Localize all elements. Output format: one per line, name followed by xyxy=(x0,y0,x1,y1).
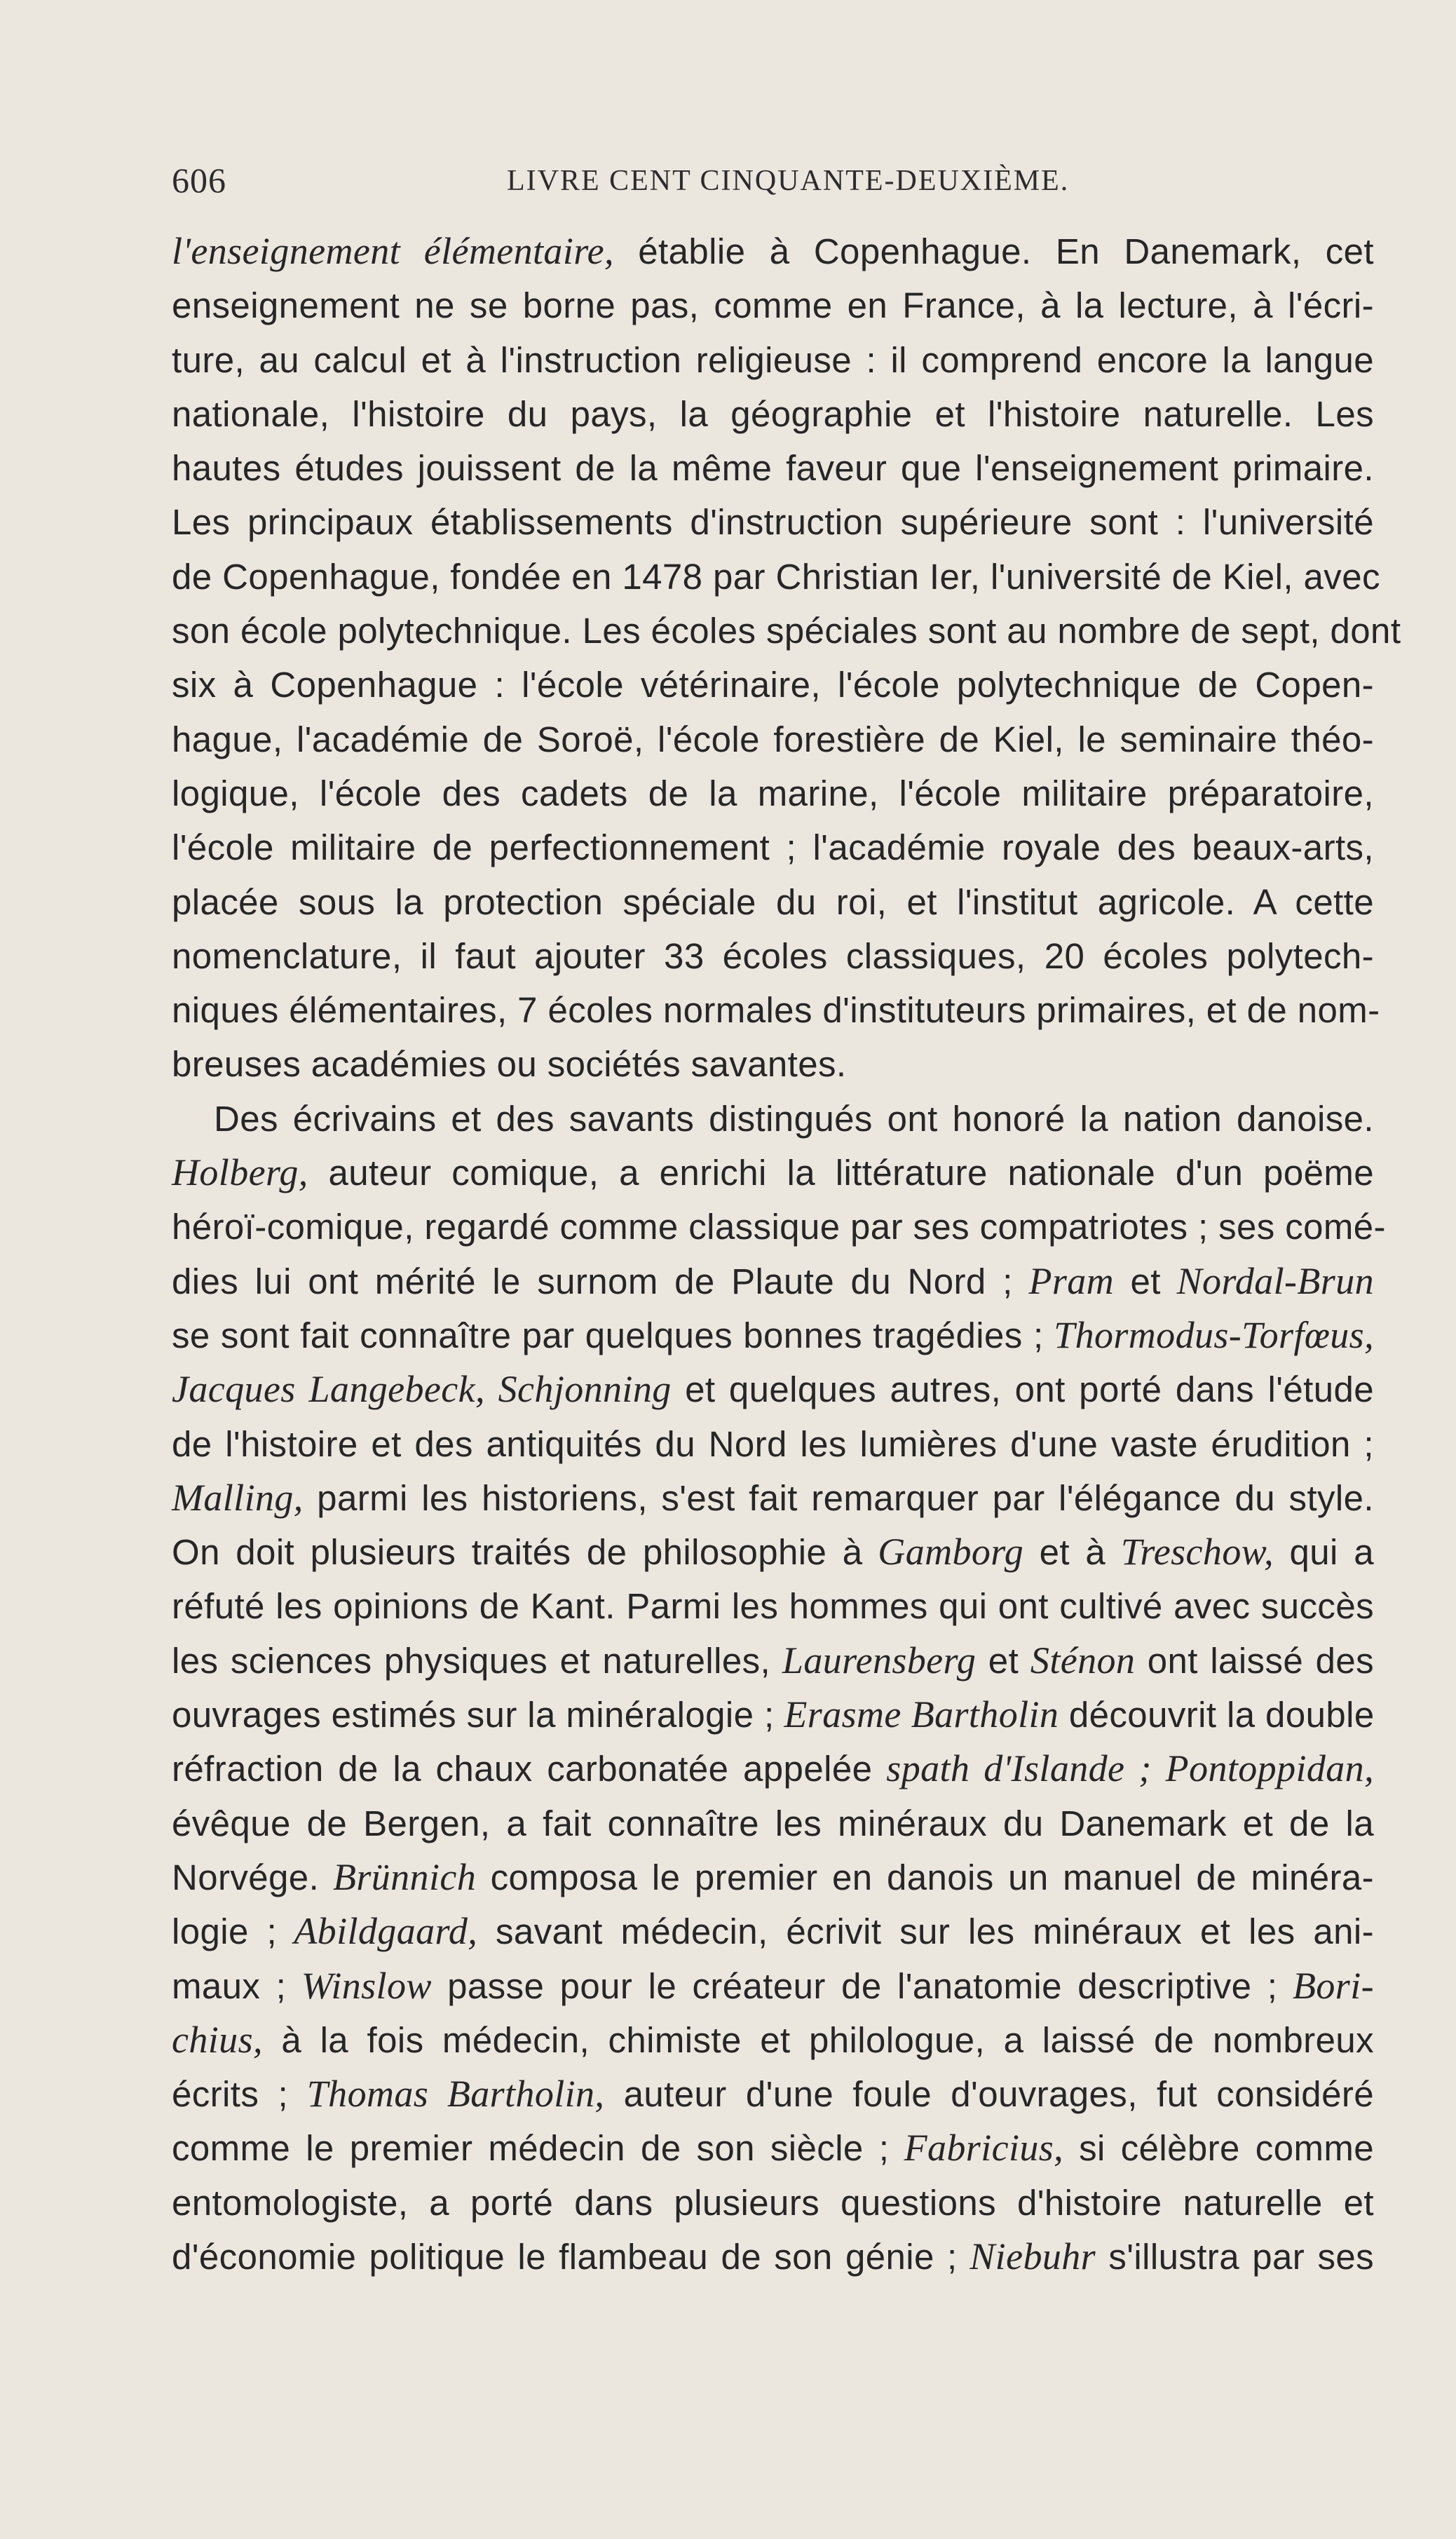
line-text: nomenclature, il faut ajouter 33 écoles classiques, 20 écoles polytech- xyxy=(172,935,1374,976)
italic-name: Niebuhr xyxy=(957,2235,1096,2277)
text-line xyxy=(172,1525,1374,1579)
italic-name: Winslow xyxy=(286,1964,432,2007)
italic-name: Holberg, xyxy=(172,1151,308,1194)
line-text: l'école militaire de perfectionnement ; l'académie royale des beaux-arts, xyxy=(172,827,1374,868)
line-text: maux ; xyxy=(172,1965,287,2006)
text-line xyxy=(172,2013,1374,2067)
text-line xyxy=(172,658,1374,712)
line-text: établie à Copenhague. En Danemark, cet xyxy=(613,231,1374,271)
italic-name: Bori- xyxy=(1277,1964,1375,2007)
text-line xyxy=(172,1037,1374,1091)
italic-name: l'enseignement élémentaire, xyxy=(172,230,614,272)
line-text: auteur d'une foule d'ouvrages, fut considéré xyxy=(604,2074,1374,2115)
line-text: composa le premier en danois un manuel de minéra- xyxy=(476,1857,1375,1897)
line-text: son école polytechnique. Les écoles spéciales sont au nombre de sept, dont xyxy=(172,611,1401,651)
italic-name: Nordal-Brun xyxy=(1160,1259,1375,1302)
line-text: découvrit la double xyxy=(1059,1695,1375,1735)
page-number: 606 xyxy=(172,161,226,200)
italic-name: Jacques Langebeck, Schjonning xyxy=(172,1368,672,1411)
text-line xyxy=(172,1308,1374,1362)
text-line xyxy=(172,1417,1374,1471)
text-line xyxy=(172,2176,1374,2230)
italic-name: Fabricius, xyxy=(889,2127,1064,2169)
page-header xyxy=(172,160,1374,209)
text-line xyxy=(172,1362,1374,1416)
line-text: et xyxy=(976,1640,1019,1681)
line-text: enseignement ne se borne pas, comme en France, à la lecture, à l'écri- xyxy=(172,285,1374,326)
line-text: hague, l'académie de Soroë, l'école forestière de Kiel, le seminaire théo- xyxy=(172,719,1374,759)
line-text: nationale, l'histoire du pays, la géographie et l'histoire naturelle. Les xyxy=(172,393,1374,434)
text-line xyxy=(172,1688,1374,1742)
line-text: et quelques autres, ont porté dans l'étude xyxy=(671,1369,1374,1410)
line-text: Norvége. xyxy=(172,1857,320,1897)
italic-name: Gamborg xyxy=(862,1531,1024,1573)
line-text: dies lui ont mérité le surnom de Plaute du Nord ; xyxy=(172,1261,1013,1301)
line-text: passe pour le créateur de l'anatomie descriptive ; xyxy=(431,1965,1278,2006)
text-line xyxy=(172,2230,1374,2284)
line-text: comme le premier médecin de son siècle ; xyxy=(172,2128,890,2169)
line-text: entomologiste, a porté dans plusieurs questions d'histoire naturelle et xyxy=(172,2182,1374,2223)
text-line xyxy=(172,1579,1374,1633)
line-text: breuses académies ou sociétés savantes. xyxy=(172,1044,847,1085)
line-text: se sont fait connaître par quelques bonnes tragédies ; xyxy=(172,1315,1044,1355)
italic-name: Thormodus-Torfœus, xyxy=(1043,1313,1374,1356)
line-text: qui a xyxy=(1274,1532,1374,1573)
line-text: placée sous la protection spéciale du roi, et l'institut agricole. A cette xyxy=(172,881,1374,922)
italic-name: spath d'Islande ; Pontoppidan, xyxy=(872,1747,1374,1790)
text-line xyxy=(172,929,1374,983)
text-line xyxy=(172,2121,1374,2175)
text-line xyxy=(172,1850,1374,1904)
text-line xyxy=(172,2067,1374,2121)
line-text: ouvrages estimés sur la minéralogie ; xyxy=(172,1695,775,1735)
italic-name: Pram xyxy=(1012,1259,1115,1302)
line-text: et xyxy=(1114,1261,1161,1301)
line-text: logie ; xyxy=(172,1911,278,1952)
italic-name: Thomas Bartholin, xyxy=(288,2073,605,2115)
line-text: Les principaux établissements d'instruction supérieure sont : l'université xyxy=(172,502,1374,543)
line-text: de l'histoire et des antiquités du Nord les lumières d'une vaste érudition ; xyxy=(172,1423,1374,1464)
italic-name: Brünnich xyxy=(319,1855,477,1898)
text-line xyxy=(172,278,1374,332)
line-text: d'économie politique le flambeau de son génie ; xyxy=(172,2236,958,2277)
text-line xyxy=(172,604,1401,658)
line-text: parmi les historiens, s'est fait remarquer par l'élégance du style. xyxy=(303,1477,1374,1518)
line-text: si célèbre comme xyxy=(1063,2128,1374,2169)
text-line xyxy=(172,1254,1374,1308)
italic-name: Abildgaard, xyxy=(277,1910,478,1953)
text-line xyxy=(172,1092,1374,1146)
italic-name: Sténon xyxy=(1019,1639,1136,1681)
line-text: les sciences physiques et naturelles, xyxy=(172,1640,771,1681)
italic-name: Malling, xyxy=(172,1476,304,1519)
running-title: LIVRE CENT CINQUANTE-DEUXIÈME. xyxy=(507,165,1070,197)
italic-name: Treschow, xyxy=(1105,1531,1274,1573)
line-text: savant médecin, écrivit sur les minéraux et les ani- xyxy=(477,1911,1374,1952)
text-line xyxy=(172,550,1380,604)
line-text: héroï-comique, regardé comme classique par ses compatriotes ; ses comé- xyxy=(172,1207,1386,1247)
line-text: de Copenhague, fondée en 1478 par Christian Ier, l'université de Kiel, avec xyxy=(172,556,1380,597)
line-text: et à xyxy=(1023,1532,1106,1573)
line-text: logique, l'école des cadets de la marine, l'école militaire préparatoire, xyxy=(172,773,1374,813)
text-line xyxy=(172,387,1374,441)
line-text: écrits ; xyxy=(172,2074,289,2115)
line-text: ture, au calcul et à l'instruction religieuse : il comprend encore la langue xyxy=(172,339,1374,380)
text-line xyxy=(172,820,1374,874)
line-text: niques élémentaires, 7 écoles normales d'instituteurs primaires, et de nom- xyxy=(172,990,1380,1031)
text-line xyxy=(172,1634,1374,1688)
line-text: s'illustra par ses xyxy=(1096,2236,1375,2277)
text-line xyxy=(172,441,1374,495)
text-line xyxy=(172,983,1380,1037)
text-line xyxy=(172,224,1374,278)
text-line xyxy=(172,1200,1386,1254)
line-text: Des écrivains et des savants distingués ont honoré la nation danoise. xyxy=(214,1098,1374,1139)
line-text: six à Copenhague : l'école vétérinaire, l'école polytechnique de Copen- xyxy=(172,665,1374,705)
line-text: hautes études jouissent de la même faveur que l'enseignement primaire. xyxy=(172,448,1374,489)
text-line xyxy=(172,495,1374,549)
line-text: ont laissé des xyxy=(1135,1640,1374,1681)
text-line xyxy=(172,1146,1374,1200)
italic-name: Erasme Bartholin xyxy=(774,1693,1059,1736)
line-text: évêque de Bergen, a fait connaître les minéraux du Danemark et de la xyxy=(172,1803,1374,1843)
text-line xyxy=(172,875,1374,929)
line-text: réfraction de la chaux carbonatée appelée xyxy=(172,1749,873,1789)
text-line xyxy=(172,1796,1374,1850)
text-line xyxy=(172,712,1374,766)
text-line xyxy=(172,1742,1374,1796)
text-line xyxy=(172,766,1374,820)
body-text xyxy=(172,224,1401,2284)
text-line xyxy=(172,1959,1374,2013)
text-line xyxy=(172,1904,1374,1958)
italic-name: chius, xyxy=(172,2018,263,2061)
line-text: réfuté les opinions de Kant. Parmi les hommes qui ont cultivé avec succès xyxy=(172,1586,1374,1627)
italic-name: Laurensberg xyxy=(770,1639,977,1681)
line-text: auteur comique, a enrichi la littérature nationale d'un poëme xyxy=(308,1153,1374,1193)
line-text: On doit plusieurs traités de philosophie à xyxy=(172,1532,863,1573)
text-line xyxy=(172,1471,1374,1525)
line-text: à la fois médecin, chimiste et philologue, a laissé de nombreux xyxy=(262,2019,1374,2060)
text-line xyxy=(172,333,1374,387)
